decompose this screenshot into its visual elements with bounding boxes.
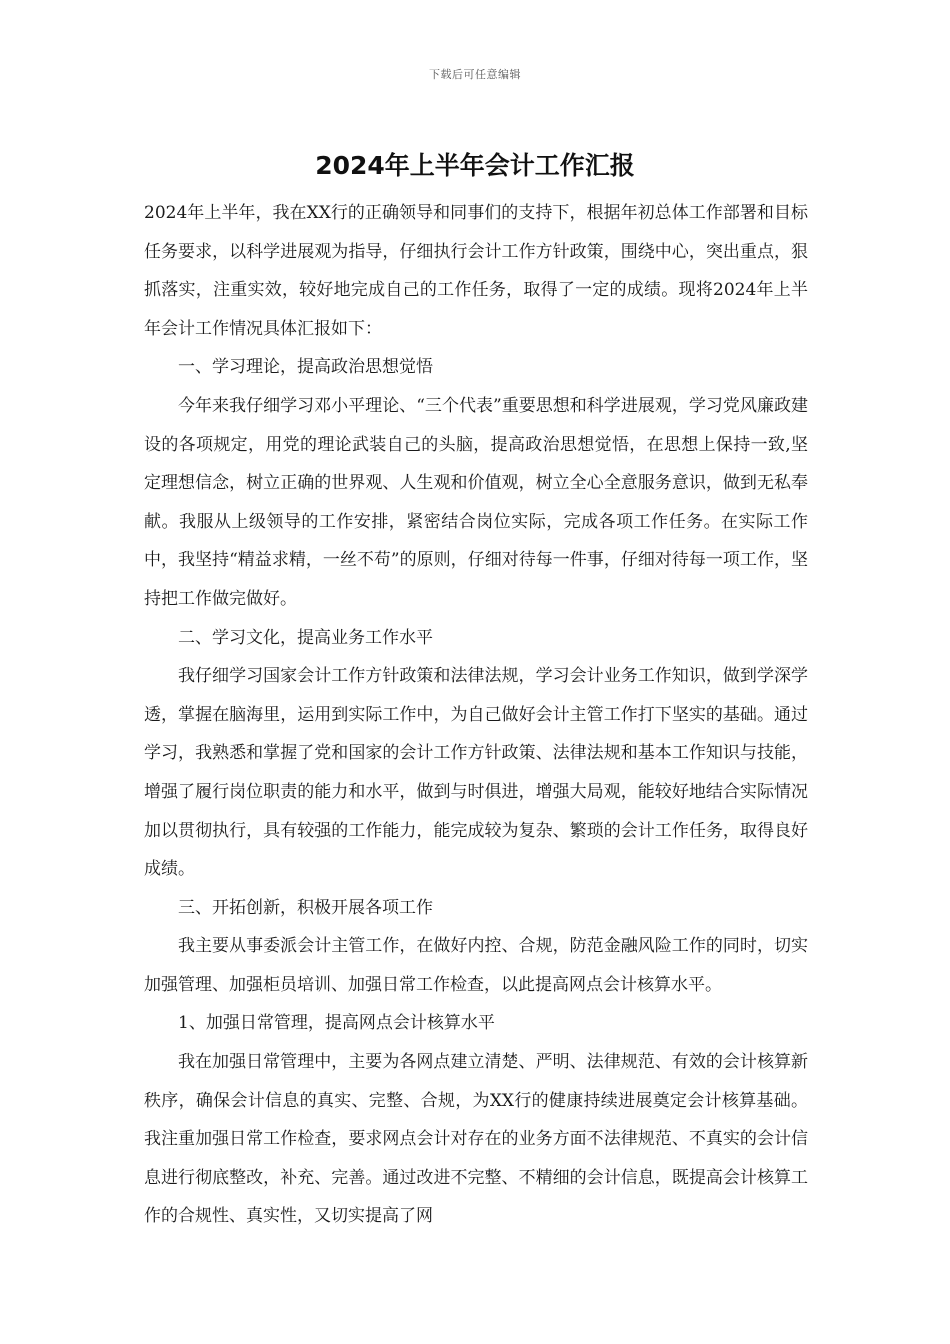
- paragraph-section-2: 我仔细学习国家会计工作方针政策和法律法规，学习会计业务工作知识，做到学深学透，掌握在脑海里，运用到实际工作中，为自己做好会计主管工作打下坚实的基础。通过学习，我熟悉和掌握了党和国家的会计工作方针政策、法律法规和基本工作知识与技能，增强了履行岗位职责的能力和水平，做到与时俱进，增强大局观，能较好地结合实际情况加以贯彻执行，具有较强的工作能力，能完成较为复杂、繁琐的会计工作任务，取得良好成绩。: [144, 666, 808, 880]
- paragraph-section-1: 今年来我仔细学习邓小平理论、“三个代表”重要思想和科学进展观，学习党风廉政建设的各项规定，用党的理论武装自己的头脑，提高政治思想觉悟，在思想上保持一致,坚定理想信念，树立正确的世界观、人生观和价值观，树立全心全意服务意识，做到无私奉献。我服从上级领导的工作安排，紧密结合岗位实际，完成各项工作任务。在实际工作中，我坚持“精益求精，一丝不苟”的原则，仔细对待每一件事，仔细对待每一项工作，坚持把工作做完做好。: [144, 395, 808, 609]
- paragraph-subsection-1: 我在加强日常管理中，主要为各网点建立清楚、严明、法律规范、有效的会计核算新秩序，确保会计信息的真实、完整、合规，为XX行的健康持续进展奠定会计核算基础。我注重加强日常工作检查，要求网点会计对存在的业务方面不法律规范、不真实的会计信息进行彻底整改，补充、完善。通过改进不完整、不精细的会计信息，既提高会计核算工作的合规性、真实性，又切实提高了网: [144, 1052, 808, 1227]
- section-heading-1: 一、学习理论，提高政治思想觉悟: [178, 357, 433, 378]
- header-note: 下载后可任意编辑: [429, 68, 521, 81]
- section-heading-2: 二、学习文化，提高业务工作水平: [178, 627, 433, 648]
- subsection-heading-1: 1、加强日常管理，提高网点会计核算水平: [178, 1013, 495, 1034]
- paragraph-intro: 2024年上半年，我在XX行的正确领导和同事们的支持下，根据年初总体工作部署和目标任务要求，以科学进展观为指导，仔细执行会计工作方针政策，围绕中心，突出重点，狠抓落实，注重实效，较好地完成自己的工作任务，取得了一定的成绩。现将2024年上半年会计工作情况具体汇报如下：: [144, 203, 808, 339]
- document-title: 2024年上半年会计工作汇报: [315, 151, 635, 180]
- paragraph-section-3: 我主要从事委派会计主管工作，在做好内控、合规，防范金融风险工作的同时，切实加强管理、加强柜员培训、加强日常工作检查，以此提高网点会计核算水平。: [144, 936, 808, 995]
- section-heading-3: 三、开拓创新，积极开展各项工作: [178, 897, 433, 918]
- document-body: [144, 194, 808, 1236]
